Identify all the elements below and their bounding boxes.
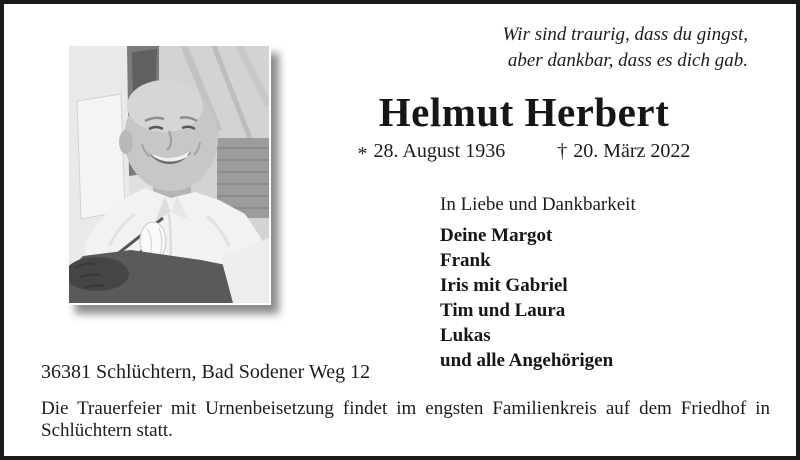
death-date bbox=[557, 140, 690, 163]
mourners-list bbox=[440, 223, 613, 373]
salutation-line: In Liebe und Dankbarkeit bbox=[440, 194, 636, 215]
mourner-name: Iris mit Gabriel bbox=[440, 275, 568, 296]
mourning-quote-line1: Wir sind traurig, dass du gingst, bbox=[502, 24, 748, 45]
address-line: 36381 Schlüchtern, Bad Sodener Weg 12 bbox=[41, 361, 371, 383]
birth-date bbox=[358, 140, 506, 163]
mourner-name: Lukas bbox=[440, 325, 491, 346]
portrait-photo bbox=[67, 44, 271, 305]
funeral-info-line2: Schlüchtern statt. bbox=[41, 419, 173, 441]
funeral-info bbox=[41, 398, 770, 441]
life-dates bbox=[304, 140, 744, 163]
death-cross-symbol: † bbox=[557, 140, 568, 162]
mourning-quote-line2: aber dankbar, dass es dich gab. bbox=[507, 50, 748, 71]
funeral-info-line1: Die Trauerfeier mit Urnenbeisetzung findet im engsten Familienkreis auf dem Friedhof in bbox=[41, 398, 770, 419]
mourner-name: Tim und Laura bbox=[440, 300, 566, 321]
mourning-quote bbox=[503, 22, 748, 74]
born-star-symbol: * bbox=[357, 143, 368, 165]
death-date-text: 20. März 2022 bbox=[573, 140, 691, 162]
portrait-photo-illustration bbox=[69, 46, 269, 303]
mourner-name: Frank bbox=[440, 250, 491, 271]
mourner-name: Deine Margot bbox=[440, 225, 553, 246]
birth-date-text: 28. August 1936 bbox=[373, 140, 506, 162]
deceased-name: Helmut Herbert bbox=[378, 89, 670, 135]
mourner-name: und alle Angehörigen bbox=[440, 350, 614, 371]
